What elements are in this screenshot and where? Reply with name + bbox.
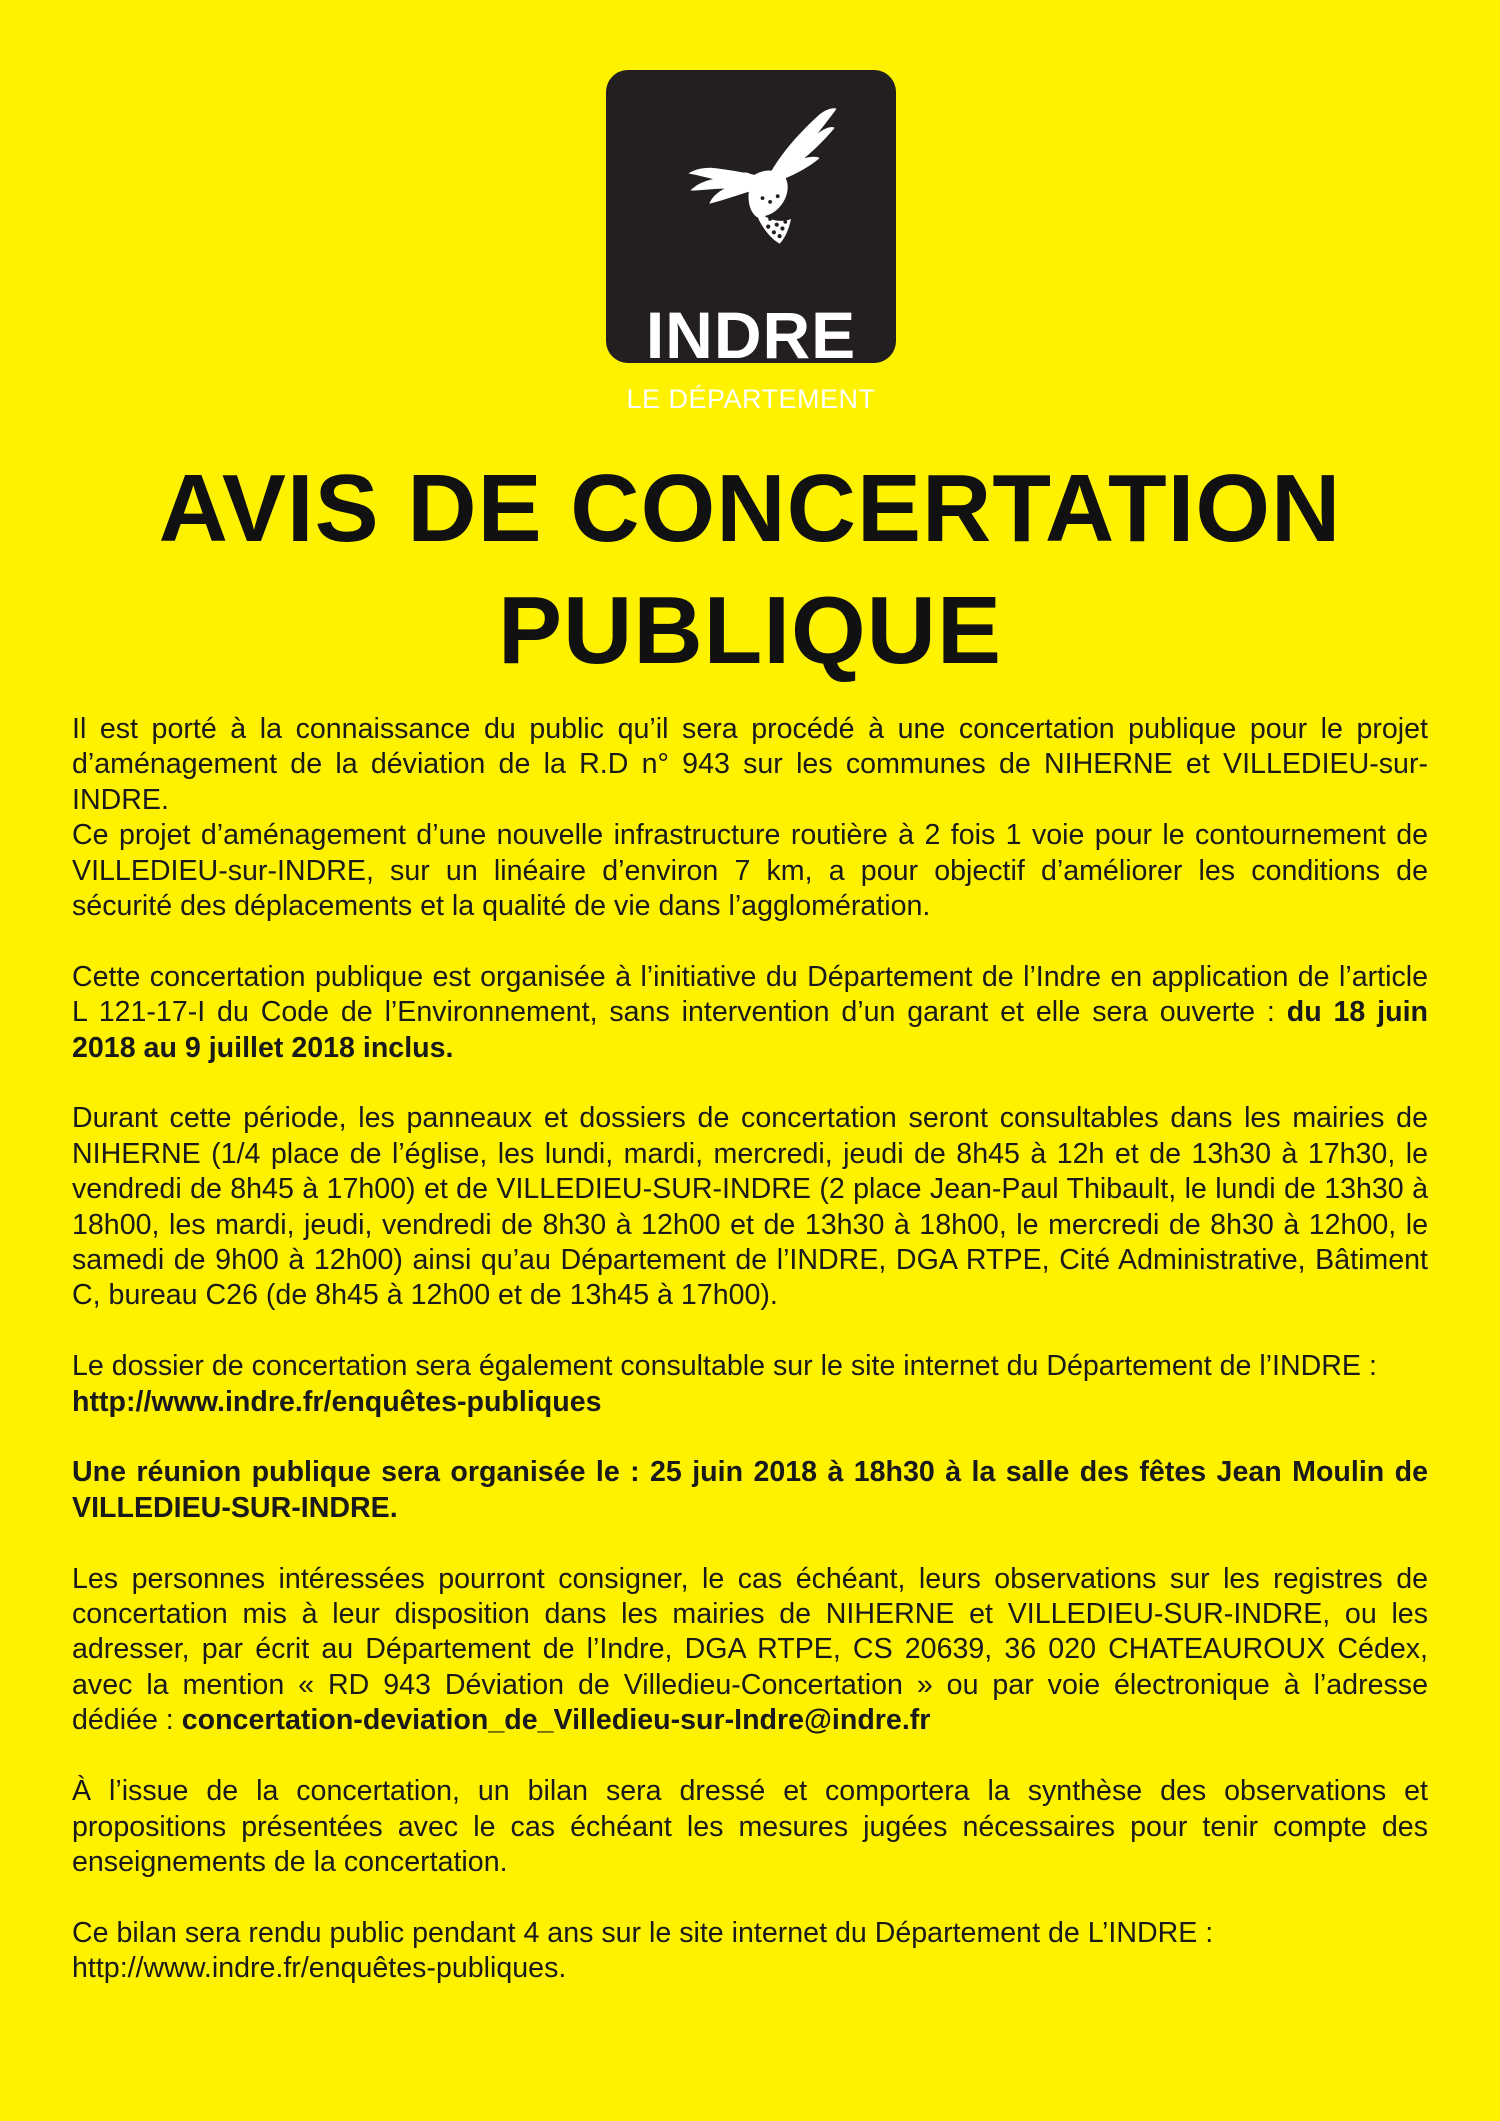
title-line-1: AVIS DE CONCERTATION (158, 455, 1342, 562)
paragraph-publication (72, 1916, 1428, 1987)
indre-logo (606, 70, 896, 414)
paragraph-consultation: Durant cette période, les panneaux et dossiers de concertation seront consultables dans les mairies de NIHERNE (1/4 place de l’église, les lundi, mardi, mercredi, jeudi de 8h45 à 12h et de 13h30 à 17h30, le vendredi de 8h45 à 17h00) et de VILLEDIEU-SUR-INDRE (2 place Jean-Paul Thibault, le lundi de 13h30 à 18h00, les mardi, jeudi, vendredi de 8h30 à 12h00 et de 13h30 à 18h00, le mercredi de 8h30 à 12h00, le samedi de 9h00 à 12h00) ainsi qu’au Département de l’INDRE, DGA RTPE, Cité Administrative, Bâtiment C, bureau C26 (de 8h45 à 12h00 et de 13h45 à 17h00). (72, 1102, 1428, 1312)
notice-body (72, 712, 1428, 1987)
paragraph-website (72, 1349, 1428, 1420)
publication-text: Ce bilan sera rendu public pendant 4 ans sur le site internet du Département de L’INDRE : (72, 1916, 1214, 1949)
logo-title: INDRE (645, 298, 857, 372)
email-link[interactable]: concertation-deviation_de_Villedieu-sur-Indre@indre.fr (181, 1704, 931, 1737)
paragraph-meeting: Une réunion publique sera organisée le : 25 juin 2018 à 18h30 à la salle des fêtes Jean Moulin de VILLEDIEU-SUR-INDRE. (72, 1456, 1428, 1524)
website-text: Le dossier de concertation sera également consultable sur le site internet du Département de l’INDRE : (72, 1350, 1377, 1383)
organisation-text: Cette concertation publique est organisée à l’initiative du Département de l’Indre en application de l’article L 121-17-I du Code de l’Environnement, sans intervention d’un garant et elle sera ouverte : (72, 960, 1428, 1029)
paragraph-bilan: À l’issue de la concertation, un bilan sera dressé et comportera la synthèse des observations et propositions présentées avec le cas échéant les mesures jugées nécessaires pour tenir compte des enseignements de la concertation. (72, 1775, 1428, 1878)
page-title (40, 448, 1460, 692)
paragraph-project: Ce projet d’aménagement d’une nouvelle infrastructure routière à 2 fois 1 voie pour le contournement de VILLEDIEU-sur-INDRE, sur un linéaire d’environ 7 km, a pour objectif d’améliorer les conditions de sécurité des déplacements et la qualité de vie dans l’agglomération. (72, 819, 1428, 923)
publication-link[interactable]: http://www.indre.fr/enquêtes-publiques. (72, 1952, 567, 1985)
observations-text: Les personnes intéressées pourront consigner, le cas échéant, leurs observations sur les registres de concertation mis à leur disposition dans les mairies de NIHERNE et VILLEDIEU-SUR-INDRE, ou les adresser, par écrit au Département de l’Indre, DGA RTPE, CS 20639, 36 020 CHATEAUROUX Cédex, avec la mention « RD 943 Déviation de Villedieu-Concertation » ou par voie électronique à l’adresse dédiée : (72, 1562, 1428, 1737)
title-line-2: PUBLIQUE (497, 577, 1003, 684)
paragraph-observations (72, 1562, 1428, 1739)
website-link[interactable]: http://www.indre.fr/enquêtes-publiques (72, 1385, 602, 1418)
paragraph-organisation (72, 960, 1428, 1066)
bird-icon (658, 86, 848, 276)
paragraph-intro: Il est porté à la connaissance du public qu’il sera procédé à une concertation publique pour le projet d’aménagement de la déviation de la R.D n° 943 sur les communes de NIHERNE et VILLEDIEU-sur-INDRE. (72, 713, 1428, 816)
concertation-dates: du 18 juin 2018 au 9 juillet 2018 inclus. (72, 996, 1428, 1064)
logo-subtitle: LE DÉPARTEMENT (626, 384, 876, 414)
